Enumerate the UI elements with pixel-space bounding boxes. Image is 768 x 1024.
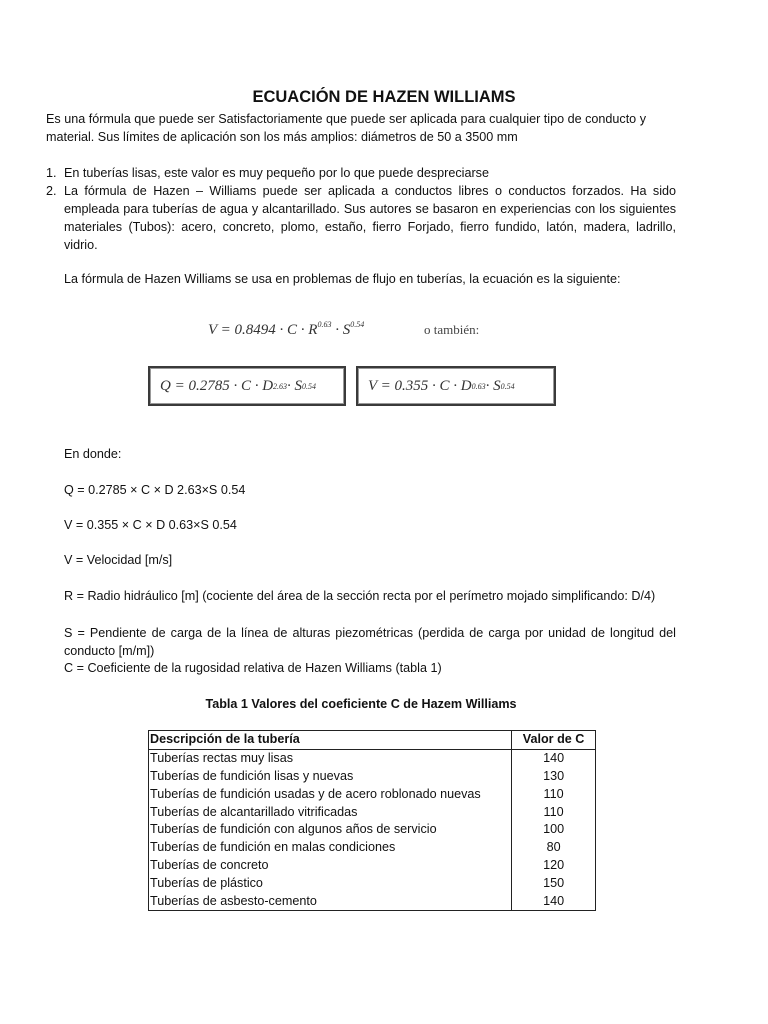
list-item-text: La fórmula de Hazen – Williams puede ser aplicada a conductos libres o conductos forzados. Ha sido empleada para tuberías de agua y alcantarillado. Sus autores se basaron en experiencias con los siguientes materiales (Tubos): acero, concreto, plomo, estaño, fierro Forjado, fierro fundido, latón, madera, ladrillo, vidrio. — [64, 184, 676, 252]
definition-r: R = Radio hidráulico [m] (cociente del área de la sección recta por el perímetro mojado simplificando: D/4) — [64, 589, 656, 603]
c-value-cell: 140 — [512, 749, 596, 767]
numbered-list — [46, 164, 676, 254]
velocity-formula-box — [356, 366, 556, 406]
formula-exponent: 0.54 — [500, 381, 515, 391]
c-value-cell: 110 — [512, 785, 596, 803]
pipe-description-cell: Tuberías de fundición usadas y de acero roblonado nuevas — [149, 785, 512, 803]
pipe-description-cell: Tuberías de concreto — [149, 857, 512, 875]
pipe-description-cell: Tuberías de asbesto-cemento — [149, 892, 512, 910]
pipe-description-cell: Tuberías de alcantarillado vitrificadas — [149, 803, 512, 821]
formula-mid: · S — [331, 322, 351, 338]
table-row — [149, 749, 596, 767]
formula-exponent: 0.63 — [471, 381, 486, 391]
column-header-c-value: Valor de C — [512, 731, 596, 750]
table-row — [149, 839, 596, 857]
table-row — [149, 857, 596, 875]
where-label: En donde: — [64, 447, 122, 461]
table-row — [149, 821, 596, 839]
list-item — [46, 164, 676, 182]
table-row — [149, 785, 596, 803]
c-value-cell: 120 — [512, 857, 596, 875]
definition-c: C = Coeficiente de la rugosidad relativa de Hazen Williams (tabla 1) — [64, 661, 442, 675]
table-caption: Tabla 1 Valores del coeficiente C de Hazem Williams — [205, 697, 517, 711]
pipe-description-cell: Tuberías de fundición con algunos años de servicio — [149, 821, 512, 839]
pipe-description-cell: Tuberías de fundición lisas y nuevas — [149, 768, 512, 786]
flow-formula-box — [148, 366, 346, 406]
formula-mid: · S — [287, 377, 303, 394]
formula-exponent: 0.54 — [302, 381, 317, 391]
list-item-number: 2. — [46, 184, 57, 198]
list-item-text: En tuberías lisas, este valor es muy pequeño por lo que puede despreciarse — [64, 166, 489, 180]
formula-intro-paragraph: La fórmula de Hazen Williams se usa en problemas de flujo en tuberías, la ecuación es la siguiente: — [64, 272, 621, 286]
velocity-formula-r — [208, 320, 508, 346]
page-title: ECUACIÓN DE HAZEN WILLIAMS — [252, 88, 516, 106]
c-value-cell: 130 — [512, 768, 596, 786]
c-value-cell: 140 — [512, 892, 596, 910]
list-item-number: 1. — [46, 166, 57, 180]
table-row — [149, 803, 596, 821]
c-value-cell: 100 — [512, 821, 596, 839]
table-header-row — [149, 731, 596, 750]
equation-v: V = 0.355 × C × D 0.63×S 0.54 — [64, 518, 237, 532]
pipe-description-cell: Tuberías rectas muy lisas — [149, 749, 512, 767]
formula-base: Q = 0.2785 · C · D — [160, 377, 274, 394]
definition-v: V = Velocidad [m/s] — [64, 553, 173, 567]
formula-base: V = 0.8494 · C · R — [208, 322, 318, 338]
pipe-description-cell: Tuberías de plástico — [149, 874, 512, 892]
pipe-description-cell: Tuberías de fundición en malas condiciones — [149, 839, 512, 857]
equation-q: Q = 0.2785 × C × D 2.63×S 0.54 — [64, 483, 246, 497]
formula-base: V = 0.355 · C · D — [368, 377, 472, 394]
c-value-cell: 80 — [512, 839, 596, 857]
table-row — [149, 768, 596, 786]
intro-paragraph: Es una fórmula que puede ser Satisfactoriamente que puede ser aplicada para cualquier tipo de conducto y material. Sus límites de aplicación son los más amplios: diámetros de 50 a 3500 mm — [46, 112, 646, 144]
formula-exponent: 0.54 — [350, 320, 365, 329]
coefficient-table — [148, 730, 596, 911]
definition-s: S = Pendiente de carga de la línea de alturas piezométricas (perdida de carga por unidad de longitud del conducto [m/m]) — [64, 626, 676, 658]
table-row — [149, 892, 596, 910]
c-value-cell: 150 — [512, 874, 596, 892]
c-value-cell: 110 — [512, 803, 596, 821]
list-item — [46, 182, 676, 254]
formula-exponent: 2.63 — [273, 381, 288, 391]
table-row — [149, 874, 596, 892]
formula-mid: · S — [485, 377, 501, 394]
formula-exponent: 0.63 — [317, 320, 332, 329]
column-header-description: Descripción de la tubería — [149, 731, 512, 750]
also-label: o también: — [424, 322, 480, 337]
